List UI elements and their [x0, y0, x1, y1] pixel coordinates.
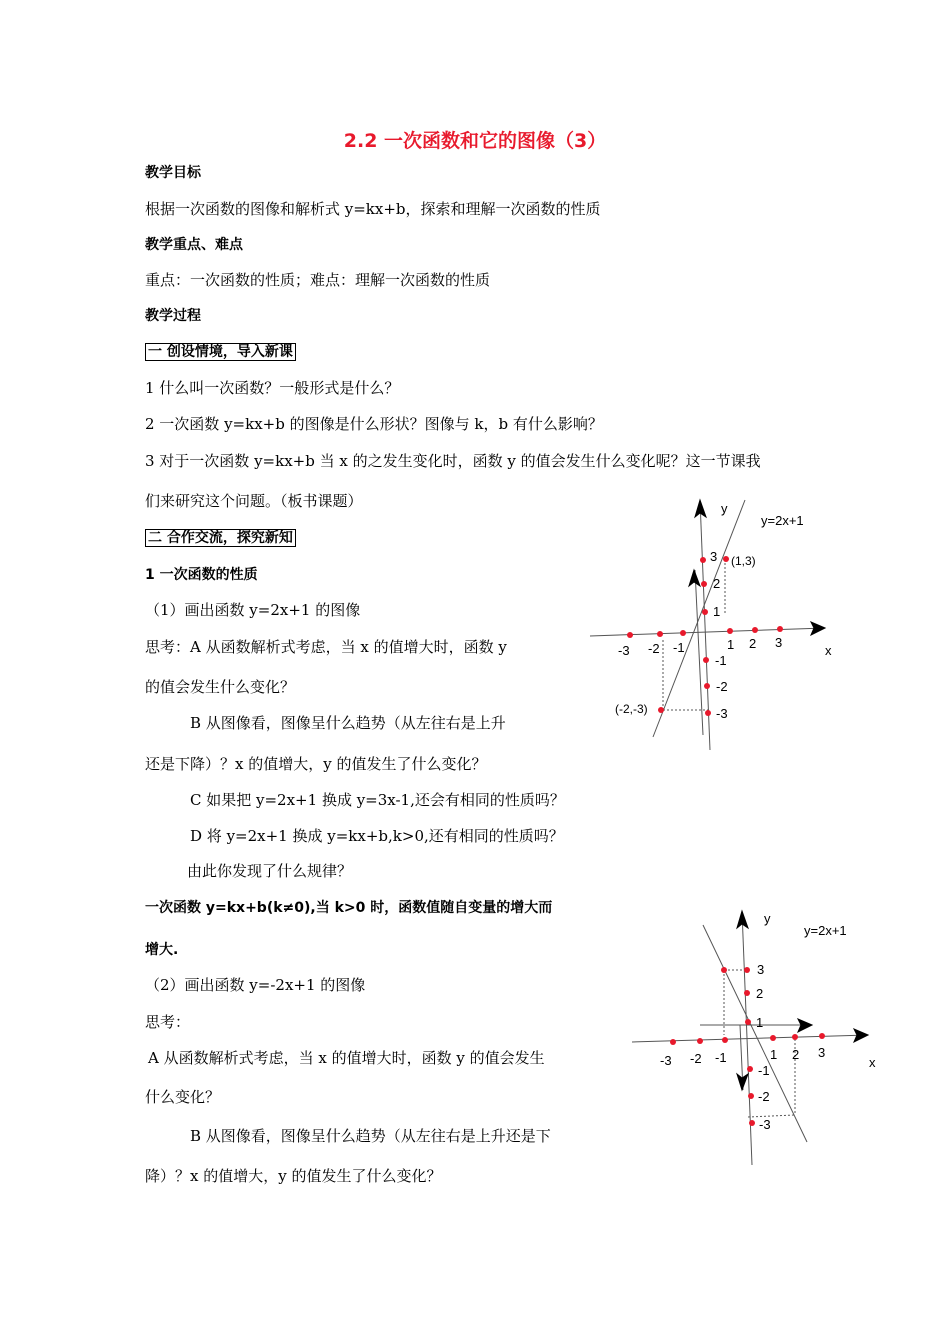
- section-2-heading: [145, 528, 296, 548]
- graph-1-x-tick: 3: [775, 635, 783, 650]
- question-1: 1 什么叫一次函数？一般形式是什么？: [145, 379, 400, 397]
- graph-1-x-tick: -1: [673, 640, 685, 655]
- key-heading: 教学重点、难点: [145, 237, 243, 253]
- graph-1-y-tick: 2: [713, 576, 721, 591]
- graph-2-x-tick: -2: [690, 1051, 702, 1066]
- graph-2-dot: [697, 1038, 703, 1044]
- part-2-think-b-line-2: 降）？x 的值增大，y 的值发生了什么变化？: [145, 1167, 442, 1185]
- graph-1-dot: [703, 657, 709, 663]
- graph-2-dot: [748, 1093, 754, 1099]
- key-text: 重点：一次函数的性质；难点：理解一次函数的性质: [145, 271, 491, 289]
- graph-2-dot: [792, 1034, 798, 1040]
- section-2-label: 二 合作交流，探究新知: [145, 529, 296, 547]
- question-3-line-2: 们来研究这个问题。（板书课题）: [145, 492, 363, 510]
- graph-1-y-tick: -3: [716, 706, 728, 721]
- graph-1-dot: [702, 609, 708, 615]
- part-1-rule: 由此你发现了什么规律？: [187, 862, 353, 880]
- graph-2-dot: [770, 1035, 776, 1041]
- graph-1-y-tick: -2: [716, 679, 728, 694]
- graph-2-y-tick: -1: [758, 1063, 770, 1078]
- graph-1-point-1-3: [723, 556, 729, 562]
- graph-1-dot: [752, 627, 758, 633]
- graph-2-x-tick: -3: [660, 1053, 672, 1068]
- graph-1-y-tick: 1: [713, 604, 721, 619]
- graph-1-dot: [705, 710, 711, 716]
- graph-1-dot: [777, 626, 783, 632]
- graph-2-dot: [749, 1120, 755, 1126]
- conclusion-line-1: 一次函数 y=kx+b(k≠0),当 k>0 时，函数值随自变量的增大而: [145, 900, 553, 916]
- graph-1-y-arrow-2: [689, 570, 700, 586]
- section-1-label: 一 创设情境，导入新课: [145, 343, 296, 361]
- graph-1-x-tick: 2: [749, 636, 757, 651]
- graph-2-dot: [744, 990, 750, 996]
- graph-2-axes: [632, 911, 868, 1165]
- graph-2-dot: [745, 1019, 751, 1025]
- part-2-prompt: （2）画出函数 y=-2x+1 的图像: [145, 976, 366, 994]
- graph-1-x-label: x: [825, 643, 832, 658]
- graph-1-dot: [680, 630, 686, 636]
- graph-2-dot: [819, 1033, 825, 1039]
- part-2-think-b-line-1: B 从图像看，图像呈什么趋势（从左往右是上升还是下: [190, 1127, 551, 1145]
- graph-2-dot: [744, 967, 750, 973]
- page-title: 2.2 一次函数和它的图像（3）: [343, 130, 607, 152]
- graph-1-dot: [700, 557, 706, 563]
- part-1-think-c: C 如果把 y=2x+1 换成 y=3x-1,还会有相同的性质吗？: [190, 791, 565, 809]
- graph-2-func-label: y=2x+1: [804, 923, 847, 938]
- part-2-think-a-line-2: 什么变化？: [145, 1088, 221, 1106]
- graph-2-y-tick: 3: [757, 962, 765, 977]
- part-2-think: 思考：: [145, 1013, 191, 1031]
- graph-1-labels: [615, 501, 832, 721]
- part-1-think-b-line-2: 还是下降）？x 的值增大，y 的值发生了什么变化？: [145, 755, 487, 773]
- graph-2-x-tick: 3: [818, 1045, 826, 1060]
- graph-1-func-label: y=2x+1: [761, 513, 804, 528]
- graph-1-y-tick: 3: [710, 549, 718, 564]
- graph-1-y-label: y: [721, 501, 728, 516]
- graph-decreasing: [630, 905, 890, 1170]
- graph-increasing: [585, 495, 845, 755]
- part-1-think-a-line-2: 的值会发生什么变化？: [145, 678, 296, 696]
- graph-2-dot: [670, 1039, 676, 1045]
- graph-2-dot: [722, 1037, 728, 1043]
- part-1-think-d: D 将 y=2x+1 换成 y=kx+b,k>0,还有相同的性质吗？: [190, 827, 564, 845]
- part-1-think-a-line-1: 思考：A 从函数解析式考虑，当 x 的值增大时，函数 y: [145, 638, 507, 656]
- graph-1-point-neg2-neg3: [658, 707, 664, 713]
- process-heading: 教学过程: [145, 308, 201, 324]
- graph-1-x-tick: 1: [727, 637, 735, 652]
- graph-1-x-axis: [590, 628, 825, 636]
- graph-2-guide-4: [748, 1115, 795, 1117]
- part-1-think-b-line-1: B 从图像看，图像呈什么趋势（从左往右是上升: [190, 714, 506, 732]
- graph-2-x-axis: [632, 1035, 868, 1042]
- graph-1-dot: [627, 632, 633, 638]
- graph-2-y-tick: 1: [756, 1015, 764, 1030]
- graph-1-dot: [704, 683, 710, 689]
- graph-1-x-tick: -2: [648, 641, 660, 656]
- graph-2-dot: [747, 1066, 753, 1072]
- question-3-line-1: 3 对于一次函数 y=kx+b 当 x 的之发生变化时，函数 y 的值会发生什么变化呢？这一节课我: [145, 452, 761, 470]
- question-2: 2 一次函数 y=kx+b 的图像是什么形状？图像与 k，b 有什么影响？: [145, 415, 603, 433]
- graph-2-x-label: x: [869, 1055, 876, 1070]
- graph-1-dot: [701, 581, 707, 587]
- graph-1-point-label-1: (1,3): [731, 554, 756, 568]
- graph-1-dot: [727, 628, 733, 634]
- goal-heading: 教学目标: [145, 165, 201, 181]
- graph-1-function-line: [653, 500, 745, 737]
- graph-2-y-label: y: [764, 911, 771, 926]
- graph-2-x-tick: 2: [792, 1047, 800, 1062]
- part-1-prompt: （1）画出函数 y=2x+1 的图像: [145, 601, 361, 619]
- goal-text: 根据一次函数的图像和解析式 y=kx+b，探索和理解一次函数的性质: [145, 200, 601, 218]
- graph-2-x-tick: 1: [770, 1047, 778, 1062]
- graph-1-dot: [657, 631, 663, 637]
- graph-1-point-label-2: (-2,-3): [615, 702, 648, 716]
- graph-2-y-tick: -2: [758, 1089, 770, 1104]
- property-heading: 1 一次函数的性质: [145, 567, 258, 583]
- graph-2-labels: [660, 911, 876, 1132]
- graph-1-y-tick: -1: [715, 653, 727, 668]
- graph-2-y-tick: -3: [759, 1117, 771, 1132]
- graph-2-y-tick: 2: [756, 986, 764, 1001]
- conclusion-line-2: 增大.: [145, 942, 179, 958]
- graph-2-function-line: [703, 925, 807, 1142]
- part-2-think-a-line-1: A 从函数解析式考虑，当 x 的值增大时，函数 y 的值会发生: [148, 1049, 545, 1067]
- graph-1-x-tick: -3: [618, 643, 630, 658]
- graph-2-x-tick: -1: [715, 1050, 727, 1065]
- graph-2-dot: [721, 967, 727, 973]
- section-1-heading: [145, 342, 296, 362]
